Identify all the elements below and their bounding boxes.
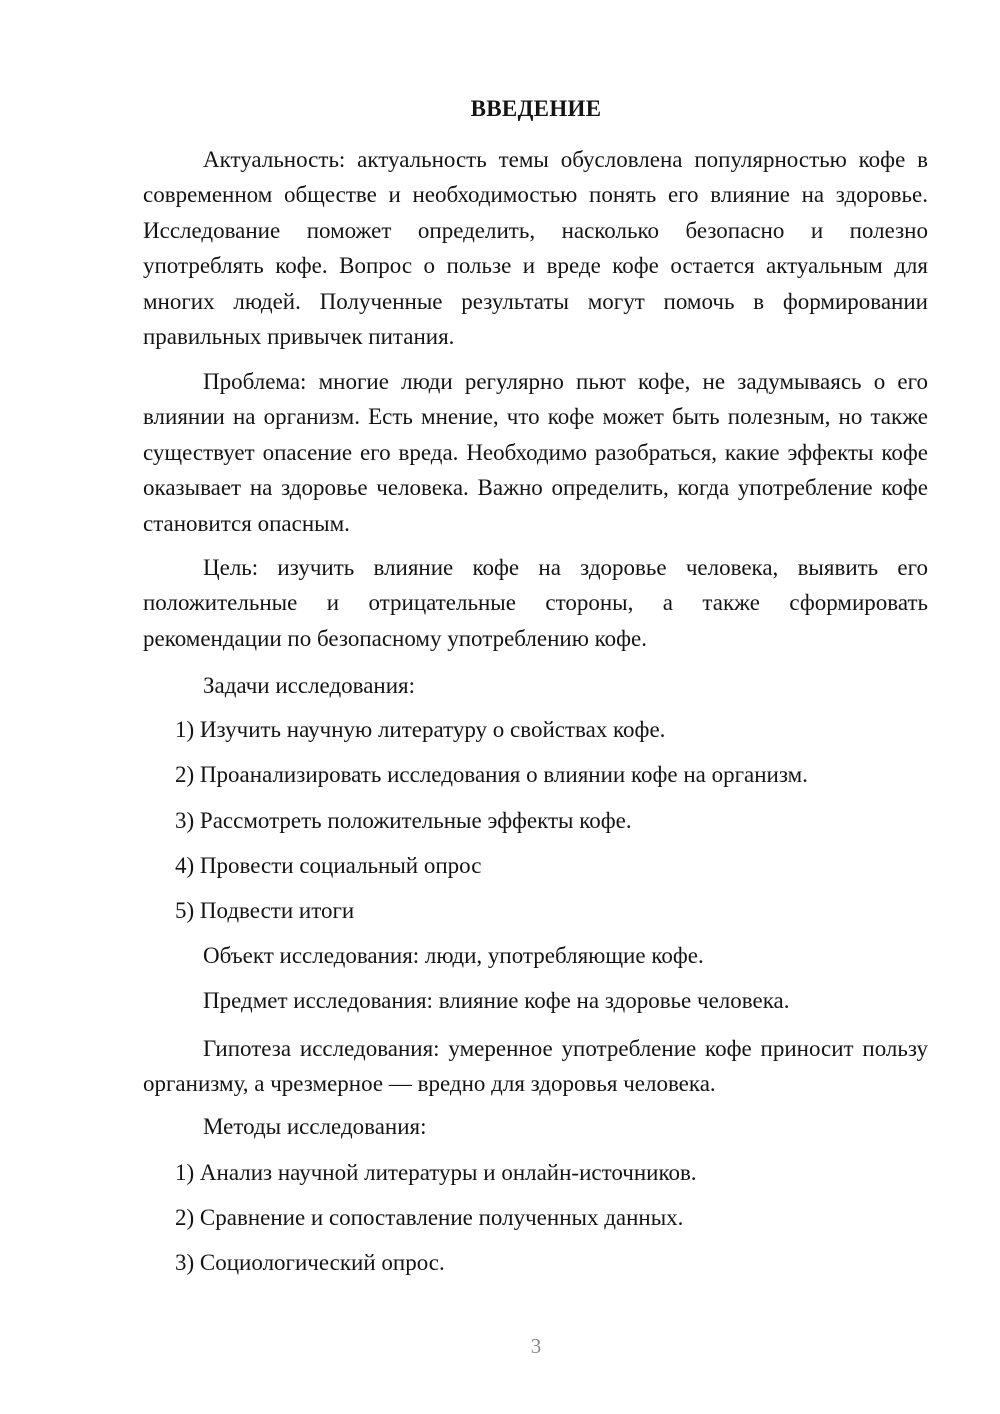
method-item: 3) Социологический опрос.: [175, 1250, 445, 1275]
method-item: 2) Сравнение и сопоставление полученных данных.: [175, 1205, 684, 1230]
page-number: 3: [530, 1334, 542, 1358]
tasks-heading: Задачи исследования:: [203, 673, 416, 698]
goal-paragraph: Цель: изучить влияние кофе на здоровье человека, выявить его положительные и отрицательные стороны, а также сформировать рекомендации по безопасному употреблению кофе.: [143, 555, 928, 651]
relevance-paragraph: Актуальность: актуальность темы обусловлена популярностью кофе в современном обществе и необходимостью понять его влияние на здоровье. Исследование поможет определить, насколько безопасно и полезно употреблять кофе. Вопрос о пользе и вреде кофе остается актуальным для многих людей. Полученные результаты могут помочь в формировании правильных привычек питания.: [143, 147, 928, 350]
object-line: Объект исследования: люди, употребляющие кофе.: [203, 943, 704, 968]
subject-line: Предмет исследования: влияние кофе на здоровье человека.: [203, 988, 790, 1013]
task-item: 5) Подвести итоги: [175, 898, 355, 923]
methods-heading: Методы исследования:: [203, 1114, 427, 1139]
task-item: 4) Провести социальный опрос: [175, 853, 482, 878]
task-item: 1) Изучить научную литературу о свойствах кофе.: [175, 717, 666, 742]
method-item: 1) Анализ научной литературы и онлайн-источников.: [175, 1160, 697, 1185]
task-item: 2) Проанализировать исследования о влиянии кофе на организм.: [175, 762, 808, 787]
task-item: 3) Рассмотреть положительные эффекты кофе.: [175, 808, 632, 833]
problem-paragraph: Проблема: многие люди регулярно пьют кофе, не задумываясь о его влиянии на организм. Есть мнение, что кофе может быть полезным, но также существует опасение его вреда. Необходимо разобраться, какие эффекты кофе оказывает на здоровье человека. Важно определить, когда употребление кофе становится опасным.: [143, 369, 928, 536]
section-title: ВВЕДЕНИЕ: [470, 96, 602, 121]
hypothesis-paragraph: Гипотеза исследования: умеренное употребление кофе приносит пользу организму, а чрезмерное — вредно для здоровья человека.: [143, 1036, 928, 1097]
